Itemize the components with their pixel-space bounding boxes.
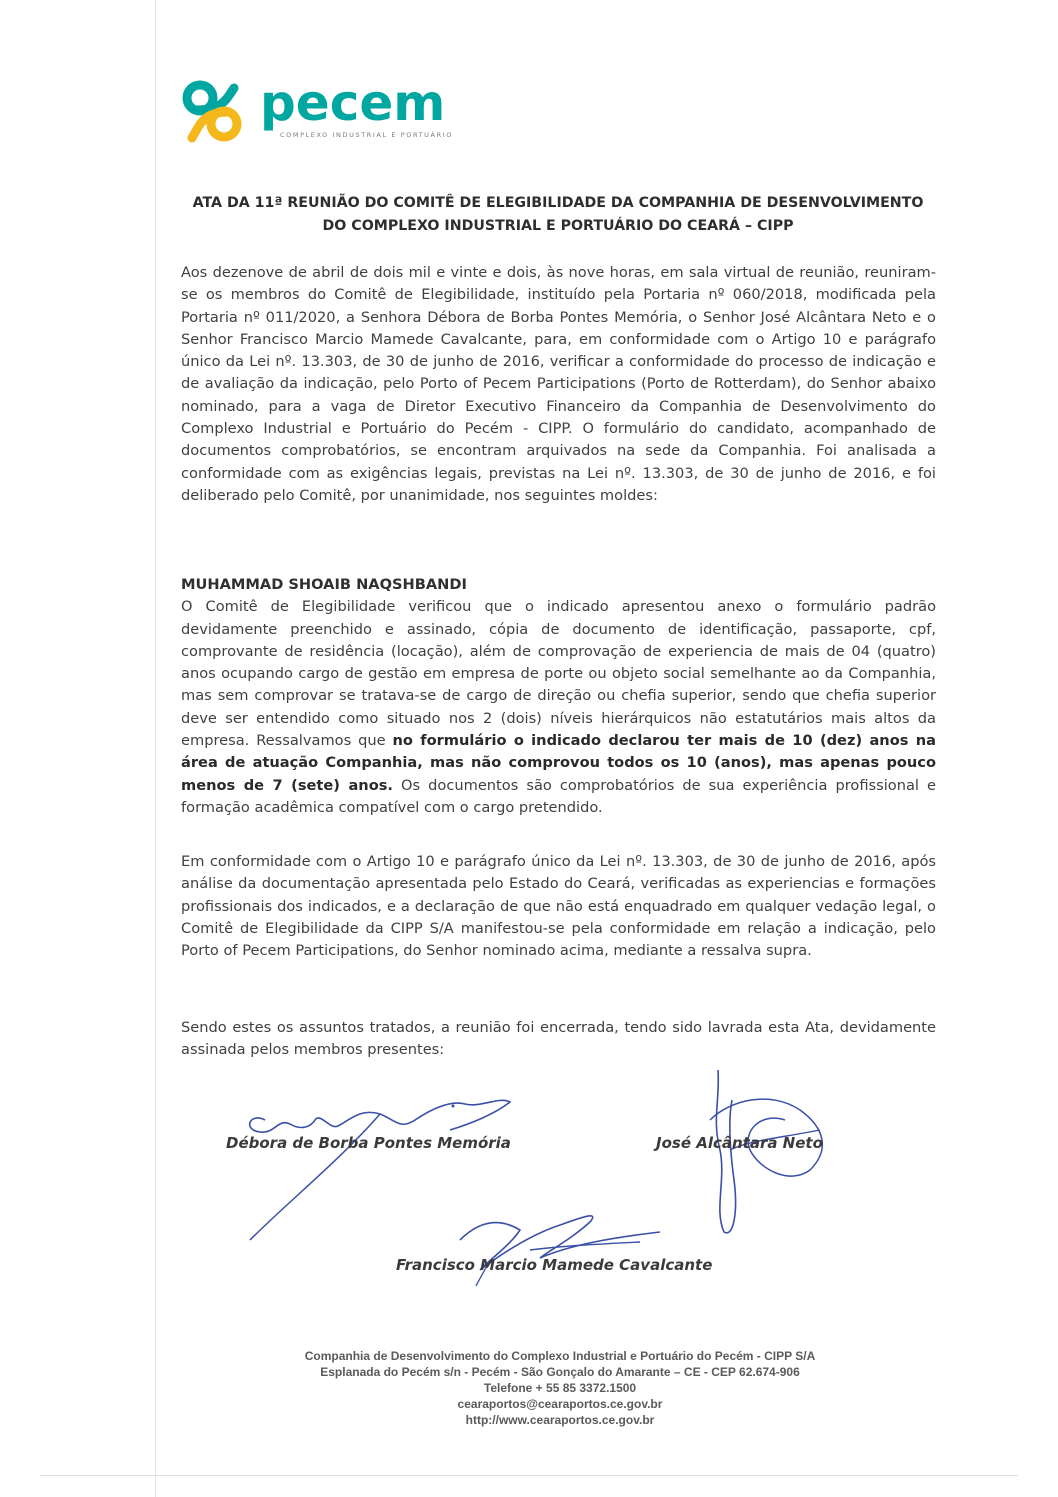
footer-company: Companhia de Desenvolvimento do Complexo Industrial e Portuário do Pecém - CIPP S/A	[304, 1349, 816, 1363]
page-bottom-line	[40, 1475, 1018, 1476]
signature-francisco-scribble	[440, 1200, 680, 1290]
candidate-text-c: Os documentos são comprobatórios de sua experiência profissional e formação acadêmica compatível com o cargo pretendido.	[181, 776, 936, 816]
candidate-text-a: O Comitê de Elegibilidade verificou que o indicado apresentou anexo o formulário padrão devidamente preenchido e assinado, cópia de documento de identificação, passaporte, cpf, comprovante de residência (locação), além de comprovação de experiencia de mais de 04 (quatro) anos ocupando cargo de gestão em empresa de porte ou objeto social semelhante ao da Companhia, mas sem comprovar se tratava-se de cargo de direção ou chefia superior, sendo que chefia superior deve ser entendido como situado nos 2 (dois) níveis hierárquicos não estatutários mais altos da empresa. Ressalvamos que	[181, 598, 936, 750]
document-title: ATA DA 11ª REUNIÃO DO COMITÊ DE ELEGIBILIDADE DA COMPANHIA DE DESENVOLVIMENTO DO COMPLEXO INDUSTRIAL E PORTUÁRIO DO CEARÁ – CIPP	[192, 195, 924, 234]
pecem-logo-icon	[182, 80, 252, 146]
signature-name-francisco: Francisco Marcio Mamede Cavalcante	[396, 1256, 713, 1274]
footer-phone: Telefone + 55 85 3372.1500	[483, 1381, 637, 1395]
footer-website: http://www.cearaportos.ce.gov.br	[465, 1413, 655, 1427]
footer-address	[230, 1348, 890, 1428]
footer-email: cearaportos@cearaportos.ce.gov.br	[457, 1397, 663, 1411]
signature-name-jose: José Alcântara Neto	[656, 1134, 823, 1152]
candidate-name: MUHAMMAD SHOAIB NAQSHBANDI	[181, 576, 467, 593]
paragraph-candidate	[181, 574, 936, 819]
footer-address-line: Esplanada do Pecém s/n - Pecém - São Gonçalo do Amarante – CE - CEP 62.674-906	[320, 1365, 800, 1379]
logo-tagline: COMPLEXO INDUSTRIAL E PORTUÁRIO	[280, 131, 453, 139]
pecem-logo	[182, 74, 482, 150]
candidate-text-bold: no formulário o indicado declarou ter mais de 10 (dez) anos na área de atuação Companhia, mas não comprovou todos os 10 (anos), mas apenas pouco menos de 7 (sete) anos.	[181, 732, 936, 794]
logo-wordmark: pecem	[260, 74, 446, 132]
paragraph-conformity: Em conformidade com o Artigo 10 e parágrafo único da Lei nº. 13.303, de 30 de junho de 2016, após análise da documentação apresentada pelo Estado do Ceará, verificadas as experiencias e formações profissionais dos indicados, e a declaração de que não está enquadrado em qualquer vedação legal, o Comitê de Elegibilidade da CIPP S/A manifestou-se pela conformidade em relação a indicação, pelo Porto of Pecem Participations, do Senhor nominado acima, mediante a ressalva supra.	[181, 853, 936, 960]
page-edge-line	[155, 0, 156, 1497]
signature-name-debora: Débora de Borba Pontes Memória	[226, 1134, 511, 1152]
paragraph-opening: Aos dezenove de abril de dois mil e vinte e dois, às nove horas, em sala virtual de reunião, reuniram-se os membros do Comitê de Elegibilidade, instituído pela Portaria nº 060/2018, modificada pela Portaria nº 011/2020, a Senhora Débora de Borba Pontes Memória, o Senhor José Alcântara Neto e o Senhor Francisco Marcio Mamede Cavalcante, para, em conformidade com o Artigo 10 e parágrafo único da Lei nº. 13.303, de 30 de junho de 2016, verificar a conformidade do processo de indicação e de avaliação da indicação, pelo Porto of Pecem Participations (Porto de Rotterdam), do Senhor abaixo nominado, para a vaga de Diretor Executivo Financeiro da Companhia de Desenvolvimento do Complexo Industrial e Portuário do Pecém - CIPP. O formulário do candidato, acompanhado de documentos comprobatórios, se encontram arquivados na sede da Companhia. Foi analisada a conformidade com as exigências legais, previstas na Lei nº. 13.303, de 30 de junho de 2016, e foi deliberado pelo Comitê, por unanimidade, nos seguintes moldes:	[181, 264, 936, 504]
paragraph-closing: Sendo estes os assuntos tratados, a reunião foi encerrada, tendo sido lavrada esta Ata, devidamente assinada pelos membros presentes:	[181, 1019, 936, 1059]
